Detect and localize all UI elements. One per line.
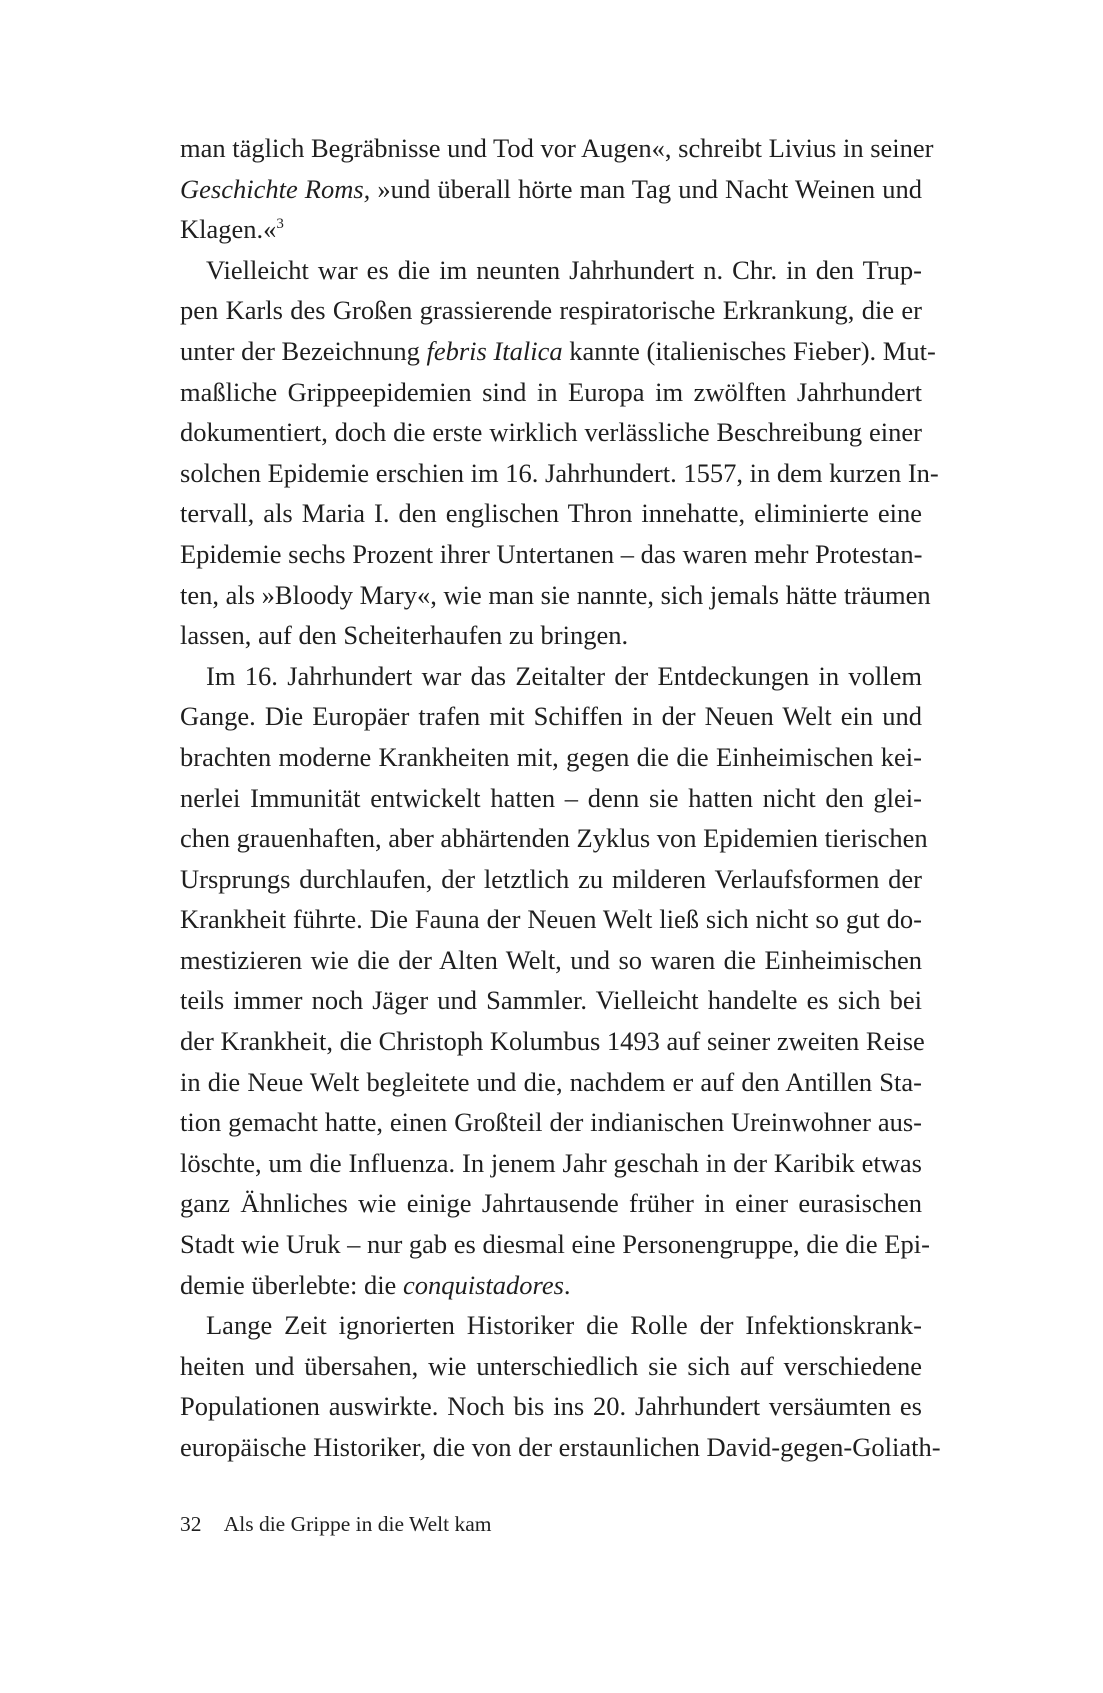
text-line: in die Neue Welt begleitete und die, nachdem er auf den Antillen Sta-	[180, 1066, 922, 1097]
paragraph-first-line: Im 16. Jahrhundert war das Zeitalter der Entdeckungen in vollem	[206, 660, 922, 691]
text-line: mestizieren wie die der Alten Welt, und so waren die Einheimischen	[180, 944, 922, 975]
footnote-reference: 3	[276, 216, 284, 233]
text-line: dokumentiert, doch die erste wirklich verlässliche Beschreibung einer	[180, 417, 922, 448]
text-line: solchen Epidemie erschien im 16. Jahrhundert. 1557, in dem kurzen In-	[180, 457, 939, 488]
text-line: Stadt wie Uruk – nur gab es diesmal eine Personengruppe, die die Epi-	[180, 1229, 930, 1260]
text-line: ten, als »Bloody Mary«, wie man sie nannte, sich jemals hätte träumen	[180, 579, 931, 610]
text-line: der Krankheit, die Christoph Kolumbus 1493 auf seiner zweiten Reise	[180, 1026, 925, 1057]
text-line: teils immer noch Jäger und Sammler. Vielleicht handelte es sich bei	[180, 985, 922, 1016]
text-line: tion gemacht hatte, einen Großteil der indianischen Ureinwohner aus-	[180, 1107, 922, 1138]
text-line: pen Karls des Großen grassierende respiratorische Erkrankung, die er	[180, 295, 922, 326]
page-number: 32	[180, 1512, 202, 1536]
text-line: Geschichte Roms, »und überall hörte man Tag und Nacht Weinen und	[180, 173, 922, 204]
text-line: Krankheit führte. Die Fauna der Neuen Welt ließ sich nicht so gut do-	[180, 904, 922, 935]
text-line: lassen, auf den Scheiterhaufen zu bringen.	[180, 620, 629, 651]
italic-term: febris Italica	[426, 335, 563, 366]
text-line: demie überlebte: die conquistadores.	[180, 1269, 571, 1300]
text-line: maßliche Grippeepidemien sind in Europa im zwölften Jahrhundert	[180, 376, 922, 407]
text-line: Ursprungs durchlaufen, der letztlich zu milderen Verlaufsformen der	[180, 863, 922, 894]
paragraph-first-line: Vielleicht war es die im neunten Jahrhundert n. Chr. in den Trup-	[206, 254, 922, 285]
text-line: Klagen.«$^3$	[180, 214, 284, 245]
text-line: löschte, um die Influenza. In jenem Jahr geschah in der Karibik etwas	[180, 1147, 922, 1178]
italic-term: conquistadores	[402, 1269, 564, 1300]
text-line: Gange. Die Europäer trafen mit Schiffen in der Neuen Welt ein und	[180, 701, 922, 732]
italic-title: Geschichte Roms,	[180, 173, 371, 204]
body-text	[180, 128, 941, 1468]
text-line: Epidemie sechs Prozent ihrer Untertanen – das waren mehr Protestan-	[180, 538, 923, 569]
text-line: europäische Historiker, die von der erstaunlichen David-gegen-Goliath-	[180, 1432, 941, 1462]
page-footer	[180, 1512, 491, 1537]
text-line: brachten moderne Krankheiten mit, gegen die die Einheimischen kei-	[180, 741, 922, 772]
text-line: heiten und übersahen, wie unterschiedlich sie sich auf verschiedene	[180, 1350, 922, 1381]
paragraph-first-line: Lange Zeit ignorierten Historiker die Rolle der Infektionskrank-	[206, 1310, 922, 1341]
text-line: unter der Bezeichnung febris Italica kannte (italienisches Fieber). Mut-	[180, 335, 936, 366]
text-line: nerlei Immunität entwickelt hatten – denn sie hatten nicht den glei-	[180, 782, 922, 813]
text-line: man täglich Begräbnisse und Tod vor Augen«, schreibt Livius in seiner	[180, 133, 934, 163]
text-line: ganz Ähnliches wie einige Jahrtausende früher in einer eurasischen	[180, 1188, 922, 1219]
running-title: Als die Grippe in die Welt kam	[223, 1512, 492, 1536]
text-line: Populationen auswirkte. Noch bis ins 20. Jahrhundert versäumten es	[180, 1391, 922, 1422]
text-line: chen grauenhaften, aber abhärtenden Zyklus von Epidemien tierischen	[180, 823, 928, 854]
text-line: tervall, als Maria I. den englischen Thron innehatte, eliminierte eine	[180, 498, 922, 529]
